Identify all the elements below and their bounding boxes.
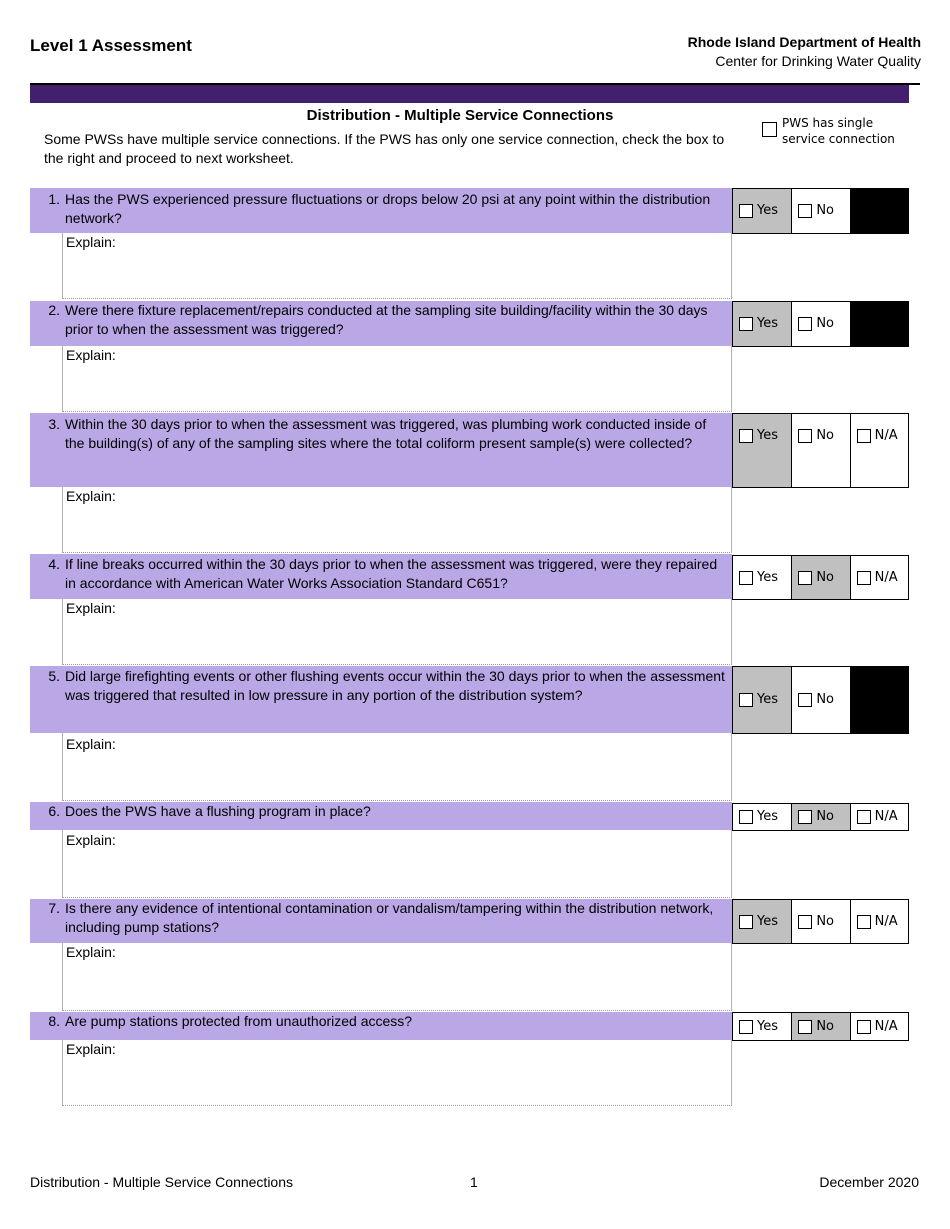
answer-blocked xyxy=(850,302,908,346)
checkbox-icon[interactable] xyxy=(739,317,753,331)
checkbox-icon[interactable] xyxy=(857,1020,871,1034)
explain-field[interactable] xyxy=(62,830,732,898)
explain-label: Explain: xyxy=(66,944,116,960)
question-text: Are pump stations protected from unauthorized access? xyxy=(65,1013,413,1029)
question-text: Within the 30 days prior to when the assessment was triggered, was plumbing work conducted inside of the building(s) of any of the sampling sites where the total coliform present sample(s) were collected? xyxy=(65,416,707,451)
answer-yes[interactable] xyxy=(733,1013,791,1040)
question-text: Were there fixture replacement/repairs conducted at the sampling site building/facility within the 30 days prior to when the assessment was triggered? xyxy=(65,302,708,337)
checkbox-icon[interactable] xyxy=(798,1020,812,1034)
explain-label: Explain: xyxy=(66,488,116,504)
explain-field[interactable] xyxy=(62,599,732,665)
checkbox-icon[interactable] xyxy=(739,571,753,585)
question-text: If line breaks occurred within the 30 days prior to when the assessment was triggered, were they repaired in accordance with American Water Works Association Standard C651? xyxy=(65,556,718,591)
section-intro: Some PWSs have multiple service connections. If the PWS has only one service connection, check the box to the right and proceed to next worksheet. xyxy=(44,131,725,166)
question-row xyxy=(30,1012,732,1040)
question-text: Has the PWS experienced pressure fluctuations or drops below 20 psi at any point within the distribution network? xyxy=(65,191,711,226)
question-row xyxy=(30,301,732,346)
checkbox-icon[interactable] xyxy=(857,571,871,585)
answer-yes[interactable] xyxy=(733,900,791,943)
no-label: No xyxy=(816,570,835,585)
explain-field[interactable] xyxy=(62,233,732,299)
no-label: No xyxy=(816,428,835,443)
question-text: Does the PWS have a flushing program in place? xyxy=(65,803,371,819)
checkbox-icon[interactable] xyxy=(798,571,812,585)
na-label: N/A xyxy=(874,428,898,443)
checkbox-icon[interactable] xyxy=(739,1020,753,1034)
question-row xyxy=(30,188,732,233)
question-row xyxy=(30,413,732,487)
question-text: Did large firefighting events or other flushing events occur within the 30 days prior to when the assessment was triggered that resulted in low pressure in any portion of the distribution system? xyxy=(65,668,725,703)
checkbox-icon[interactable] xyxy=(798,915,812,929)
yes-label: Yes xyxy=(757,692,778,707)
question-number: 8. xyxy=(48,1013,60,1029)
explain-label: Explain: xyxy=(66,600,116,616)
checkbox-icon[interactable] xyxy=(739,204,753,218)
answer-blocked xyxy=(850,189,908,233)
checkbox-icon[interactable] xyxy=(739,915,753,929)
no-label: No xyxy=(816,692,835,707)
answer-na[interactable] xyxy=(850,900,908,943)
checkbox-icon[interactable] xyxy=(798,693,812,707)
checkbox-icon[interactable] xyxy=(857,429,871,443)
checkbox-icon[interactable] xyxy=(798,810,812,824)
checkbox-icon[interactable] xyxy=(739,693,753,707)
answer-no[interactable] xyxy=(791,414,849,487)
footer-page-number: 1 xyxy=(470,1174,478,1190)
question-number: 2. xyxy=(48,302,60,318)
checkbox-icon[interactable] xyxy=(739,429,753,443)
answer-group xyxy=(732,188,909,234)
explain-field[interactable] xyxy=(62,943,732,1011)
answer-na[interactable] xyxy=(850,556,908,599)
yes-label: Yes xyxy=(757,1019,778,1034)
single-connection-checkbox[interactable] xyxy=(762,122,777,137)
explain-field[interactable] xyxy=(62,733,732,801)
checkbox-icon[interactable] xyxy=(798,317,812,331)
answer-yes[interactable] xyxy=(733,556,791,599)
answer-no[interactable] xyxy=(791,189,849,233)
checkbox-icon[interactable] xyxy=(739,810,753,824)
checkbox-icon[interactable] xyxy=(857,810,871,824)
answer-blocked xyxy=(850,667,908,733)
yes-label: Yes xyxy=(757,428,778,443)
department-name: Center for Drinking Water Quality xyxy=(715,53,921,69)
answer-group xyxy=(732,803,909,831)
question-text: Is there any evidence of intentional contamination or vandalism/tampering within the distribution network, including pump stations? xyxy=(65,900,714,935)
answer-na[interactable] xyxy=(850,1013,908,1040)
question-number: 6. xyxy=(48,803,60,819)
na-label: N/A xyxy=(874,914,898,929)
yes-label: Yes xyxy=(757,570,778,585)
section-title: Distribution - Multiple Service Connections xyxy=(306,107,614,124)
answer-yes[interactable] xyxy=(733,414,791,487)
answer-yes[interactable] xyxy=(733,804,791,830)
footer-section-name: Distribution - Multiple Service Connections xyxy=(30,1174,293,1190)
answer-yes[interactable] xyxy=(733,302,791,346)
footer-date: December 2020 xyxy=(819,1174,919,1190)
explain-label: Explain: xyxy=(66,347,116,363)
question-number: 1. xyxy=(48,191,60,207)
yes-label: Yes xyxy=(757,316,778,331)
explain-field[interactable] xyxy=(62,346,732,412)
question-row xyxy=(30,666,732,733)
single-connection-label: PWS has single service connection xyxy=(782,116,895,146)
explain-field[interactable] xyxy=(62,487,732,553)
answer-no[interactable] xyxy=(791,556,849,599)
answer-group xyxy=(732,1012,909,1041)
na-label: N/A xyxy=(874,570,898,585)
document-title: Level 1 Assessment xyxy=(30,36,192,55)
explain-label: Explain: xyxy=(66,1041,116,1057)
answer-na[interactable] xyxy=(850,804,908,830)
na-label: N/A xyxy=(874,1019,898,1034)
yes-label: Yes xyxy=(757,914,778,929)
question-row xyxy=(30,802,732,830)
answer-yes[interactable] xyxy=(733,667,791,733)
no-label: No xyxy=(816,203,835,218)
answer-yes[interactable] xyxy=(733,189,791,233)
question-number: 5. xyxy=(48,668,60,684)
na-label: N/A xyxy=(874,809,898,824)
answer-no[interactable] xyxy=(791,804,849,830)
question-number: 7. xyxy=(48,900,60,916)
answer-group xyxy=(732,301,909,347)
answer-group xyxy=(732,899,909,944)
yes-label: Yes xyxy=(757,203,778,218)
no-label: No xyxy=(816,809,835,824)
yes-label: Yes xyxy=(757,809,778,824)
question-row xyxy=(30,554,732,599)
explain-field[interactable] xyxy=(62,1040,732,1106)
no-label: No xyxy=(816,316,835,331)
organization-name: Rhode Island Department of Health xyxy=(687,34,921,50)
answer-no[interactable] xyxy=(791,302,849,346)
checkbox-icon[interactable] xyxy=(857,915,871,929)
answer-no[interactable] xyxy=(791,1013,849,1040)
explain-label: Explain: xyxy=(66,736,116,752)
answer-no[interactable] xyxy=(791,900,849,943)
header-color-bar xyxy=(30,85,909,103)
question-number: 3. xyxy=(48,416,60,432)
answer-group xyxy=(732,555,909,600)
answer-no[interactable] xyxy=(791,667,849,733)
answer-group xyxy=(732,413,909,488)
question-number: 4. xyxy=(48,556,60,572)
question-row xyxy=(30,899,732,943)
checkbox-icon[interactable] xyxy=(798,429,812,443)
checkbox-icon[interactable] xyxy=(798,204,812,218)
no-label: No xyxy=(816,1019,835,1034)
answer-group xyxy=(732,666,909,734)
explain-label: Explain: xyxy=(66,234,116,250)
explain-label: Explain: xyxy=(66,832,116,848)
answer-na[interactable] xyxy=(850,414,908,487)
no-label: No xyxy=(816,914,835,929)
